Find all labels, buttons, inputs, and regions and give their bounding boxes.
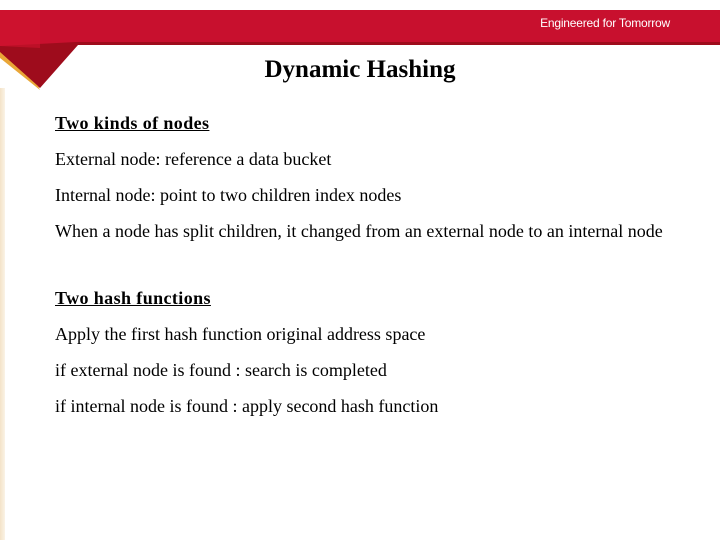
bullet-line: Apply the first hash function original address space [55,324,426,344]
left-accent-rule [0,88,5,540]
slide-content [55,110,705,429]
bullet-line: When a node has split children, it changed from an external node to an internal node [55,221,663,241]
brand-text: Engineered for Tomorrow [540,16,670,30]
section-heading-nodes: Two kinds of nodes [55,113,210,133]
section-heading-hash: Two hash functions [55,288,211,308]
spacer [55,249,705,285]
bullet-line: External node: reference a data bucket [55,149,332,169]
bullet-line: if internal node is found : apply second hash function [55,396,439,416]
bullet-line: Internal node: point to two children index nodes [55,185,402,205]
bullet-line: if external node is found : search is completed [55,360,387,380]
slide-title [0,56,720,84]
slide-title-text: Dynamic Hashing [264,56,456,83]
